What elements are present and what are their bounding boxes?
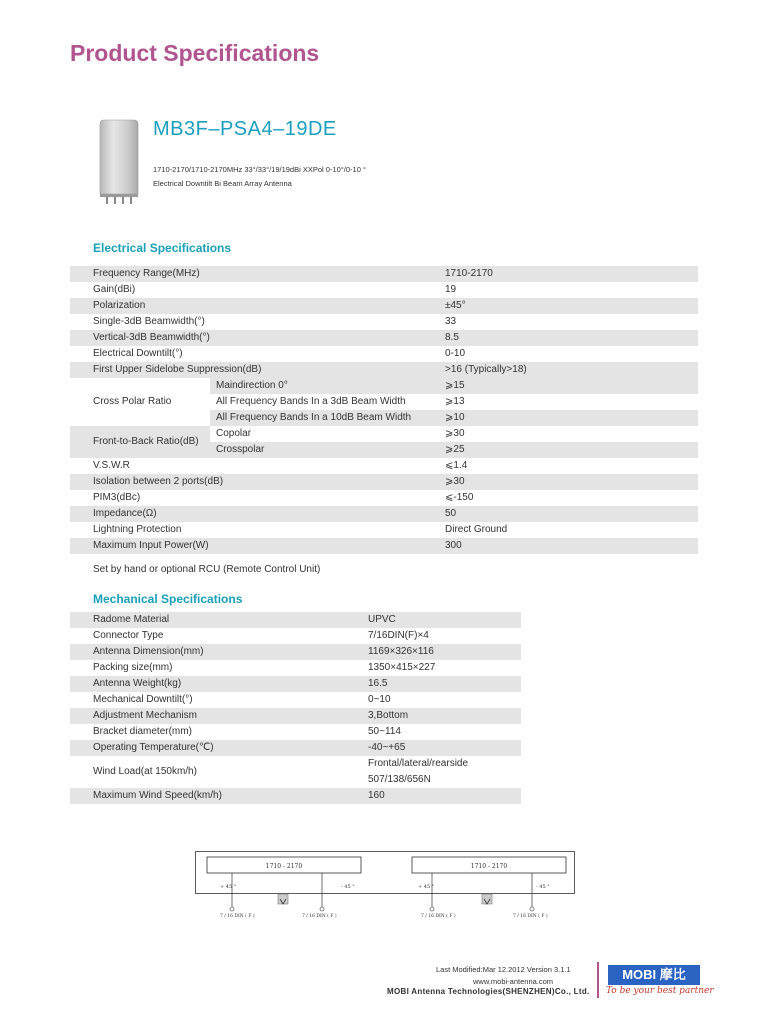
spec-label: Single-3dB Beamwidth(°) xyxy=(70,314,439,330)
spec-value: -40~+65 xyxy=(362,740,521,756)
spec-value: Frontal/lateral/rearside xyxy=(362,756,521,772)
company-name: MOBI Antenna Technologies(SHENZHEN)Co., Ltd. xyxy=(387,987,590,996)
spec-label: Isolation between 2 ports(dB) xyxy=(70,474,439,490)
spec-value: 16.5 xyxy=(362,676,521,692)
table-row xyxy=(70,330,698,346)
model-number: MB3F–PSA4–19DE xyxy=(153,118,337,140)
spec-label: Wind Load(at 150km/h) xyxy=(70,756,362,788)
spec-value: 7/16DIN(F)×4 xyxy=(362,628,521,644)
spec-value: ⩾30 xyxy=(439,474,698,490)
spec-value: 19 xyxy=(439,282,698,298)
spec-value: 160 xyxy=(362,788,521,804)
mechanical-heading: Mechanical Specifications xyxy=(93,592,243,606)
table-row xyxy=(70,660,521,676)
spec-value: ±45° xyxy=(439,298,698,314)
table-row xyxy=(70,426,698,442)
table-row xyxy=(70,708,521,724)
table-row xyxy=(70,676,521,692)
description-line-2: Electrical Downtilt Bi Beam Array Antenna xyxy=(153,179,292,188)
spec-label: Operating Temperature(℃) xyxy=(70,740,362,756)
spec-label: Front-to-Back Ratio(dB) xyxy=(70,426,210,458)
spec-value: 507/138/656N xyxy=(362,772,521,788)
table-row xyxy=(70,314,698,330)
table-row xyxy=(70,474,698,490)
table-row xyxy=(70,522,698,538)
band-label-right: 1710 - 2170 xyxy=(470,863,508,870)
spec-value: 0-10 xyxy=(439,346,698,362)
band-label-left: 1710 - 2170 xyxy=(265,863,303,870)
spec-value: ⩽1.4 xyxy=(439,458,698,474)
table-row xyxy=(70,724,521,740)
spec-value: ⩾25 xyxy=(439,442,698,458)
spec-label: First Upper Sidelobe Suppression(dB) xyxy=(70,362,439,378)
electrical-spec-table xyxy=(70,266,698,554)
table-row xyxy=(70,298,698,314)
slogan: To be your best partner xyxy=(606,986,714,996)
spec-value: 50~114 xyxy=(362,724,521,740)
table-row xyxy=(70,490,698,506)
pol-minus-right: - 45 ° xyxy=(536,884,550,890)
spec-label: Adjustment Mechanism xyxy=(70,708,362,724)
table-row xyxy=(70,788,521,804)
spec-label: Connector Type xyxy=(70,628,362,644)
spec-value: 300 xyxy=(439,538,698,554)
spec-label: Maximum Input Power(W) xyxy=(70,538,439,554)
connector-label: 7 / 16 DIN ( F ) xyxy=(421,914,456,919)
spec-value: ⩽-150 xyxy=(439,490,698,506)
spec-label: Packing size(mm) xyxy=(70,660,362,676)
table-row xyxy=(70,628,521,644)
table-row xyxy=(70,282,698,298)
spec-value: 8.5 xyxy=(439,330,698,346)
spec-label: Impedance(Ω) xyxy=(70,506,439,522)
table-row xyxy=(70,378,698,394)
spec-label: Gain(dBi) xyxy=(70,282,439,298)
spec-value: ⩾30 xyxy=(439,426,698,442)
connector-label: 7 / 16 DIN ( F ) xyxy=(513,914,548,919)
spec-value: Direct Ground xyxy=(439,522,698,538)
spec-label: Bracket diameter(mm) xyxy=(70,724,362,740)
spec-value: 1710-2170 xyxy=(439,266,698,282)
page-title: Product Specifications xyxy=(70,40,320,66)
pol-plus-left: + 45 ° xyxy=(220,884,237,890)
spec-label: Antenna Dimension(mm) xyxy=(70,644,362,660)
spec-value: 3,Bottom xyxy=(362,708,521,724)
spec-label: Radome Material xyxy=(70,612,362,628)
description-line-1: 1710-2170/1710-2170MHz 33°/33°/19/19dBi XXPol 0-10°/0-10 ° xyxy=(153,165,366,174)
spec-value: ⩾15 xyxy=(439,378,698,394)
connector-label: 7 / 16 DIN ( F ) xyxy=(220,914,255,919)
spec-label: Maximum Wind Speed(km/h) xyxy=(70,788,362,804)
spec-value: 1350×415×227 xyxy=(362,660,521,676)
spec-label: Frequency Range(MHz) xyxy=(70,266,439,282)
pol-plus-right: + 45 ° xyxy=(418,884,435,890)
spec-label: Lightning Protection xyxy=(70,522,439,538)
spec-label: V.S.W.R xyxy=(70,458,439,474)
mechanical-spec-table xyxy=(70,612,521,804)
last-modified: Last Modified:Mar 12.2012 Version 3.1.1 xyxy=(436,965,571,974)
table-row xyxy=(70,362,698,378)
table-row xyxy=(70,644,521,660)
electrical-heading: Electrical Specifications xyxy=(93,241,232,255)
spec-label: Mechanical Downtilt(°) xyxy=(70,692,362,708)
antenna-product-image xyxy=(96,118,142,208)
spec-label: PIM3(dBc) xyxy=(70,490,439,506)
table-row xyxy=(70,612,521,628)
spec-value: ⩾10 xyxy=(439,410,698,426)
spec-value: >16 (Typically>18) xyxy=(439,362,698,378)
table-row xyxy=(70,506,698,522)
website-link[interactable]: www.mobi-antenna.com xyxy=(473,977,554,986)
spec-sub-label: Crosspolar xyxy=(210,442,439,458)
logo-divider xyxy=(597,962,599,998)
spec-label: Polarization xyxy=(70,298,439,314)
table-row xyxy=(70,538,698,554)
spec-label: Electrical Downtilt(°) xyxy=(70,346,439,362)
connector-label: 7 / 16 DIN ( F ) xyxy=(302,914,337,919)
spec-label: Vertical-3dB Beamwidth(°) xyxy=(70,330,439,346)
table-row xyxy=(70,692,521,708)
spec-sub-label: All Frequency Bands In a 3dB Beam Width xyxy=(210,394,439,410)
pol-minus-left: - 45 ° xyxy=(341,884,355,890)
table-row xyxy=(70,266,698,282)
port-diagram xyxy=(195,851,575,931)
spec-sub-label: Copolar xyxy=(210,426,439,442)
spec-value: 0~10 xyxy=(362,692,521,708)
table-row xyxy=(70,756,521,772)
rcu-note: Set by hand or optional RCU (Remote Control Unit) xyxy=(93,564,321,575)
spec-value: ⩾13 xyxy=(439,394,698,410)
table-row xyxy=(70,458,698,474)
table-row xyxy=(70,346,698,362)
spec-value: 1169×326×116 xyxy=(362,644,521,660)
spec-value: UPVC xyxy=(362,612,521,628)
spec-label: Antenna Weight(kg) xyxy=(70,676,362,692)
spec-value: 33 xyxy=(439,314,698,330)
spec-sub-label: Maindirection 0° xyxy=(210,378,439,394)
spec-sub-label: All Frequency Bands In a 10dB Beam Width xyxy=(210,410,439,426)
spec-value: 50 xyxy=(439,506,698,522)
table-row xyxy=(70,740,521,756)
mobi-logo: MOBI 摩比 xyxy=(608,965,700,985)
spec-label: Cross Polar Ratio xyxy=(70,378,210,426)
